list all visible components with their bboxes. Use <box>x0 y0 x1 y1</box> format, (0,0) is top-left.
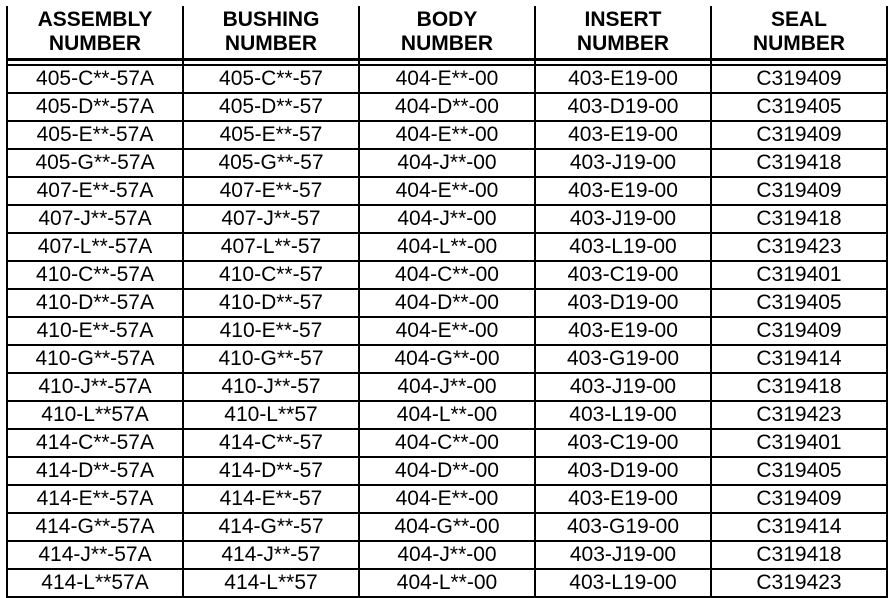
body-number-cell: 404-D**-00 <box>359 93 535 121</box>
bushing-number-cell: 410-L**57 <box>183 401 359 429</box>
body-number-cell: 404-E**-00 <box>359 317 535 345</box>
assembly-number-cell: 414-D**-57A <box>7 457 183 485</box>
assembly-number-cell: 407-J**-57A <box>7 205 183 233</box>
table-row <box>7 65 887 93</box>
bushing-number-cell: 414-J**-57 <box>183 541 359 569</box>
insert-number-cell: 403-C19-00 <box>535 261 711 289</box>
assembly-number-cell: 405-E**-57A <box>7 121 183 149</box>
header-line: NUMBER <box>752 32 846 55</box>
table-row <box>7 485 887 513</box>
insert-number-cell: 403-L19-00 <box>535 401 711 429</box>
table-row <box>7 177 887 205</box>
seal-number-cell: C319418 <box>711 205 887 233</box>
header-insert-number <box>535 6 711 60</box>
seal-number-cell: C319401 <box>711 429 887 457</box>
assembly-number-cell: 410-D**-57A <box>7 289 183 317</box>
insert-number-cell: 403-E19-00 <box>535 317 711 345</box>
bushing-number-cell: 405-G**-57 <box>183 149 359 177</box>
table-row <box>7 149 887 177</box>
seal-number-cell: C319409 <box>711 65 887 93</box>
assembly-number-cell: 414-G**-57A <box>7 513 183 541</box>
header-assembly-number <box>7 6 183 60</box>
seal-number-cell: C319414 <box>711 345 887 373</box>
body-number-cell: 404-E**-00 <box>359 65 535 93</box>
bushing-number-cell: 410-E**-57 <box>183 317 359 345</box>
assembly-number-cell: 414-L**57A <box>7 569 183 597</box>
table-row <box>7 373 887 401</box>
header-line: BODY <box>416 8 478 31</box>
seal-number-cell: C319423 <box>711 569 887 597</box>
body-number-cell: 404-L**-00 <box>359 233 535 261</box>
seal-number-cell: C319409 <box>711 485 887 513</box>
body-number-cell: 404-L**-00 <box>359 401 535 429</box>
bushing-number-cell: 410-D**-57 <box>183 289 359 317</box>
seal-number-cell: C319418 <box>711 149 887 177</box>
seal-number-cell: C319405 <box>711 457 887 485</box>
seal-number-cell: C319405 <box>711 93 887 121</box>
bushing-number-cell: 414-E**-57 <box>183 485 359 513</box>
seal-number-cell: C319409 <box>711 317 887 345</box>
body-number-cell: 404-J**-00 <box>359 205 535 233</box>
header-bushing-number <box>183 6 359 60</box>
insert-number-cell: 403-G19-00 <box>535 345 711 373</box>
body-number-cell: 404-J**-00 <box>359 541 535 569</box>
table-row <box>7 261 887 289</box>
header-line: NUMBER <box>400 32 494 55</box>
header-line: SEAL <box>770 8 827 31</box>
header-line: NUMBER <box>576 32 670 55</box>
bushing-number-cell: 405-C**-57 <box>183 65 359 93</box>
bushing-number-cell: 414-D**-57 <box>183 457 359 485</box>
table-row <box>7 401 887 429</box>
bushing-number-cell: 405-D**-57 <box>183 93 359 121</box>
insert-number-cell: 403-E19-00 <box>535 485 711 513</box>
assembly-number-cell: 414-C**-57A <box>7 429 183 457</box>
table-row <box>7 513 887 541</box>
header-line: ASSEMBLY <box>37 8 153 31</box>
table-body <box>7 60 887 598</box>
insert-number-cell: 403-C19-00 <box>535 429 711 457</box>
insert-number-cell: 403-J19-00 <box>535 541 711 569</box>
assembly-number-cell: 405-D**-57A <box>7 93 183 121</box>
assembly-number-cell: 407-E**-57A <box>7 177 183 205</box>
header-line: NUMBER <box>224 32 318 55</box>
assembly-number-cell: 407-L**-57A <box>7 233 183 261</box>
seal-number-cell: C319401 <box>711 261 887 289</box>
bushing-number-cell: 414-C**-57 <box>183 429 359 457</box>
insert-number-cell: 403-D19-00 <box>535 457 711 485</box>
assembly-number-cell: 410-C**-57A <box>7 261 183 289</box>
table-row <box>7 317 887 345</box>
body-number-cell: 404-G**-00 <box>359 345 535 373</box>
insert-number-cell: 403-G19-00 <box>535 513 711 541</box>
insert-number-cell: 403-J19-00 <box>535 373 711 401</box>
body-number-cell: 404-D**-00 <box>359 457 535 485</box>
body-number-cell: 404-C**-00 <box>359 429 535 457</box>
table-row <box>7 121 887 149</box>
table-row <box>7 345 887 373</box>
header-line: INSERT <box>584 8 662 31</box>
bushing-number-cell: 414-L**57 <box>183 569 359 597</box>
seal-number-cell: C319409 <box>711 121 887 149</box>
body-number-cell: 404-E**-00 <box>359 485 535 513</box>
body-number-cell: 404-C**-00 <box>359 261 535 289</box>
header-line: NUMBER <box>48 32 142 55</box>
seal-number-cell: C319423 <box>711 401 887 429</box>
assembly-number-cell: 410-E**-57A <box>7 317 183 345</box>
insert-number-cell: 403-E19-00 <box>535 121 711 149</box>
seal-number-cell: C319418 <box>711 373 887 401</box>
seal-number-cell: C319414 <box>711 513 887 541</box>
assembly-number-cell: 410-J**-57A <box>7 373 183 401</box>
table-row <box>7 93 887 121</box>
body-number-cell: 404-E**-00 <box>359 177 535 205</box>
insert-number-cell: 403-J19-00 <box>535 149 711 177</box>
seal-number-cell: C319423 <box>711 233 887 261</box>
bushing-number-cell: 410-J**-57 <box>183 373 359 401</box>
bushing-number-cell: 407-L**-57 <box>183 233 359 261</box>
seal-number-cell: C319418 <box>711 541 887 569</box>
header-line: BUSHING <box>222 8 320 31</box>
table-row <box>7 429 887 457</box>
assembly-number-cell: 405-C**-57A <box>7 65 183 93</box>
parts-number-table <box>6 6 888 598</box>
bushing-number-cell: 407-E**-57 <box>183 177 359 205</box>
table-row <box>7 541 887 569</box>
bushing-number-cell: 410-G**-57 <box>183 345 359 373</box>
body-number-cell: 404-G**-00 <box>359 513 535 541</box>
bushing-number-cell: 405-E**-57 <box>183 121 359 149</box>
bushing-number-cell: 407-J**-57 <box>183 205 359 233</box>
table-row <box>7 233 887 261</box>
insert-number-cell: 403-E19-00 <box>535 177 711 205</box>
assembly-number-cell: 410-G**-57A <box>7 345 183 373</box>
body-number-cell: 404-L**-00 <box>359 569 535 597</box>
header-body-number <box>359 6 535 60</box>
table-row <box>7 289 887 317</box>
assembly-number-cell: 414-J**-57A <box>7 541 183 569</box>
header-seal-number <box>711 6 887 60</box>
bushing-number-cell: 410-C**-57 <box>183 261 359 289</box>
table-row <box>7 205 887 233</box>
parts-table-container <box>6 6 886 598</box>
body-number-cell: 404-E**-00 <box>359 121 535 149</box>
insert-number-cell: 403-E19-00 <box>535 65 711 93</box>
bushing-number-cell: 414-G**-57 <box>183 513 359 541</box>
assembly-number-cell: 410-L**57A <box>7 401 183 429</box>
assembly-number-cell: 414-E**-57A <box>7 485 183 513</box>
insert-number-cell: 403-L19-00 <box>535 569 711 597</box>
seal-number-cell: C319405 <box>711 289 887 317</box>
header-row <box>7 6 887 60</box>
insert-number-cell: 403-D19-00 <box>535 289 711 317</box>
body-number-cell: 404-J**-00 <box>359 149 535 177</box>
insert-number-cell: 403-D19-00 <box>535 93 711 121</box>
insert-number-cell: 403-J19-00 <box>535 205 711 233</box>
table-row <box>7 457 887 485</box>
table-row <box>7 569 887 597</box>
assembly-number-cell: 405-G**-57A <box>7 149 183 177</box>
body-number-cell: 404-D**-00 <box>359 289 535 317</box>
seal-number-cell: C319409 <box>711 177 887 205</box>
body-number-cell: 404-J**-00 <box>359 373 535 401</box>
insert-number-cell: 403-L19-00 <box>535 233 711 261</box>
